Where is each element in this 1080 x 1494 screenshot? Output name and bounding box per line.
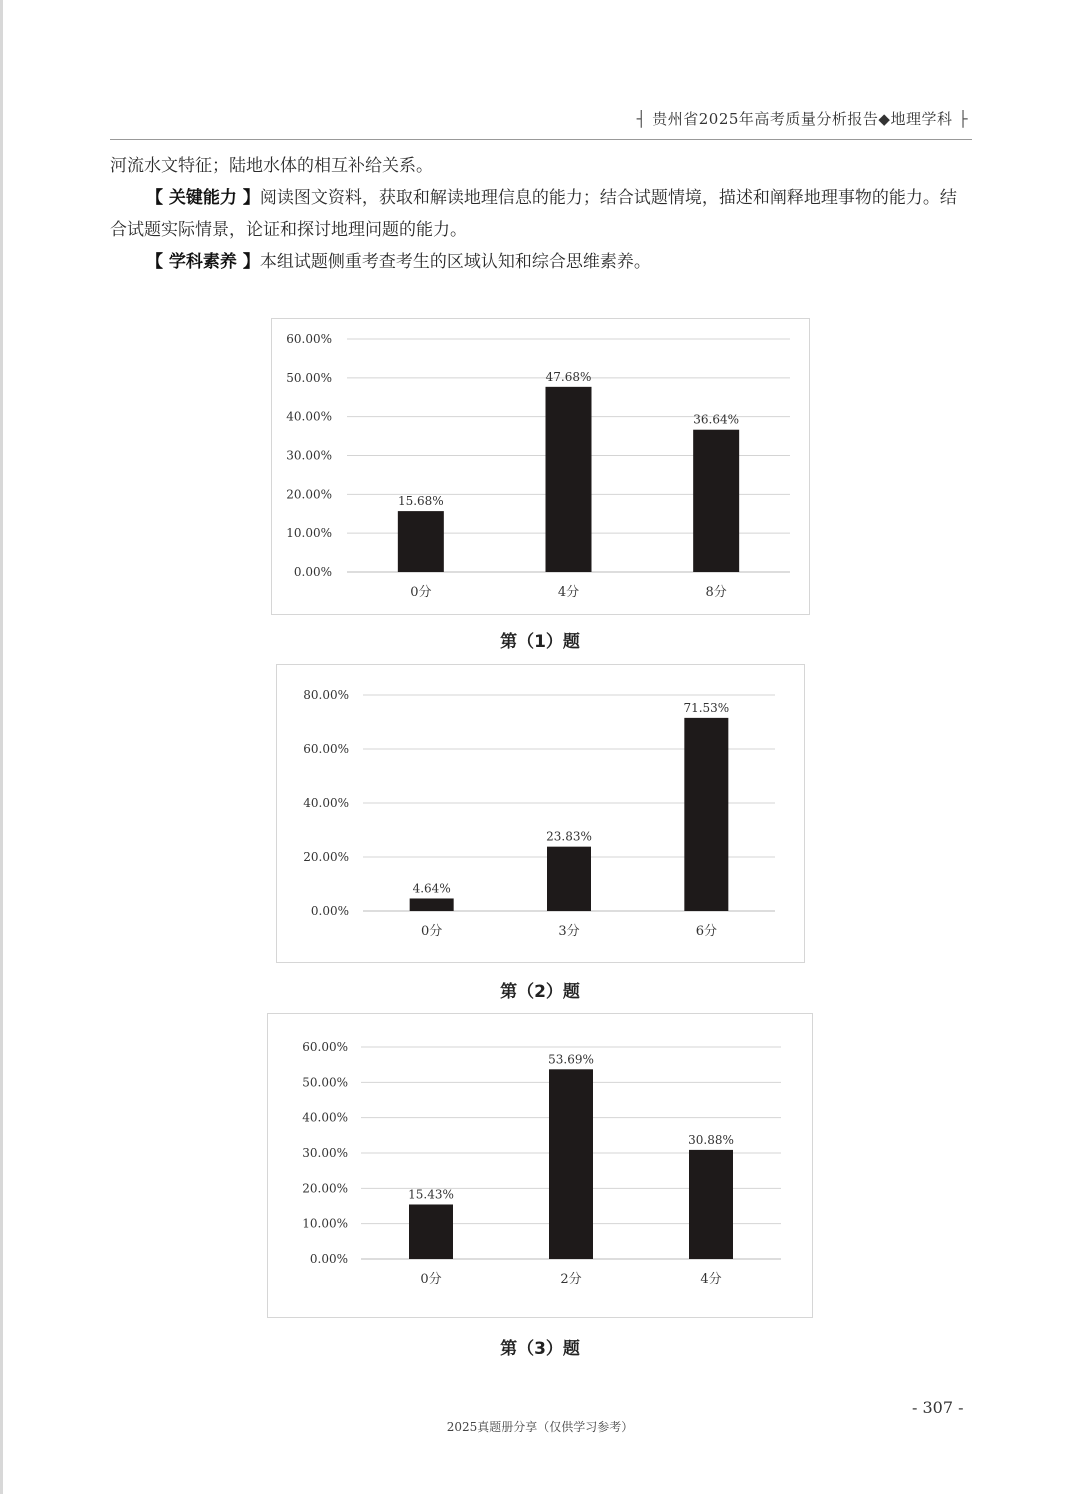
data-label: 53.69% — [548, 1052, 594, 1067]
chart-q1-caption: 第（1）题 — [500, 632, 580, 652]
key-ability-text: 阅读图文资料，获取和解读地理信息的能力；结合试题情境，描述和阐释地理事物的能力。结合试题实际情景，论证和探讨地理问题的能力。 — [110, 188, 957, 240]
x-tick-label: 0分 — [421, 924, 443, 939]
y-tick-label: 10.00% — [286, 526, 332, 541]
literacy-label: 【 学科素养 】 — [146, 252, 260, 272]
y-tick-label: 50.00% — [302, 1075, 348, 1090]
body-line-1: 河流水文特征；陆地水体的相互补给关系。 — [110, 156, 433, 176]
chart-q2-caption: 第（2）题 — [500, 982, 580, 1002]
literacy-indent — [110, 252, 146, 272]
data-label: 23.83% — [546, 829, 592, 844]
page-number: - 307 - — [912, 1398, 964, 1417]
y-tick-label: 80.00% — [303, 688, 349, 702]
y-tick-label: 0.00% — [293, 565, 332, 579]
y-tick-label: 40.00% — [286, 409, 332, 424]
footer-note: 2025真题册分享（仅供学习参考） — [446, 1420, 634, 1434]
bar — [547, 847, 591, 911]
y-tick-label: 30.00% — [286, 448, 332, 463]
y-tick-label: 60.00% — [286, 332, 332, 346]
paragraph-hydrology — [110, 150, 972, 182]
bar — [693, 430, 739, 572]
bar — [409, 1204, 453, 1259]
header-right-mark: ├ — [958, 110, 968, 128]
header-rule — [110, 139, 972, 140]
chart-q1-frame — [271, 318, 810, 615]
bar — [410, 898, 454, 911]
y-tick-label: 20.00% — [302, 1181, 348, 1196]
x-tick-label: 6分 — [695, 924, 717, 939]
data-label: 15.43% — [408, 1187, 454, 1202]
x-tick-label: 0分 — [410, 585, 432, 600]
page-edge — [0, 0, 3, 1494]
chart-q1 — [272, 319, 809, 614]
bar — [549, 1069, 593, 1259]
y-tick-label: 60.00% — [302, 1040, 348, 1054]
chart-q3 — [268, 1014, 812, 1317]
header-title: 贵州省2025年高考质量分析报告◆地理学科 — [652, 110, 953, 128]
data-label: 36.64% — [693, 412, 740, 427]
data-label: 71.53% — [683, 700, 730, 715]
data-label: 30.88% — [688, 1132, 734, 1147]
y-tick-label: 40.00% — [302, 1110, 348, 1125]
x-tick-label: 2分 — [560, 1272, 582, 1287]
y-tick-label: 0.00% — [309, 1252, 348, 1266]
y-tick-label: 10.00% — [302, 1216, 348, 1231]
chart-q3-caption: 第（3）题 — [500, 1339, 580, 1359]
key-ability-label: 【 关键能力 】 — [146, 188, 260, 208]
y-tick-label: 50.00% — [286, 370, 332, 385]
key-ability-indent — [110, 188, 146, 208]
bar — [684, 718, 728, 911]
x-tick-label: 3分 — [558, 924, 580, 939]
y-tick-label: 30.00% — [302, 1146, 348, 1160]
y-tick-label: 0.00% — [310, 904, 349, 918]
y-tick-label: 60.00% — [303, 742, 349, 756]
data-label: 4.64% — [412, 881, 451, 896]
bar — [689, 1150, 733, 1259]
bar — [398, 511, 444, 572]
running-header — [631, 108, 974, 129]
bar — [546, 387, 592, 572]
data-label: 15.68% — [397, 494, 444, 509]
x-tick-label: 0分 — [420, 1272, 442, 1287]
data-label: 47.68% — [545, 369, 592, 384]
y-tick-label: 20.00% — [303, 850, 349, 864]
chart-q3-frame — [267, 1013, 813, 1318]
x-tick-label: 4分 — [557, 585, 580, 600]
chart-q2-frame — [276, 664, 805, 963]
paragraph-literacy — [110, 246, 972, 278]
literacy-text: 本组试题侧重考查考生的区域认知和综合思维素养。 — [259, 252, 651, 272]
y-tick-label: 20.00% — [286, 487, 332, 502]
paragraph-key-ability — [110, 182, 972, 246]
x-tick-label: 4分 — [700, 1272, 722, 1287]
x-tick-label: 8分 — [705, 585, 727, 600]
header-left-mark: ┤ — [636, 110, 647, 128]
chart-q2 — [277, 665, 804, 962]
y-tick-label: 40.00% — [303, 796, 349, 810]
